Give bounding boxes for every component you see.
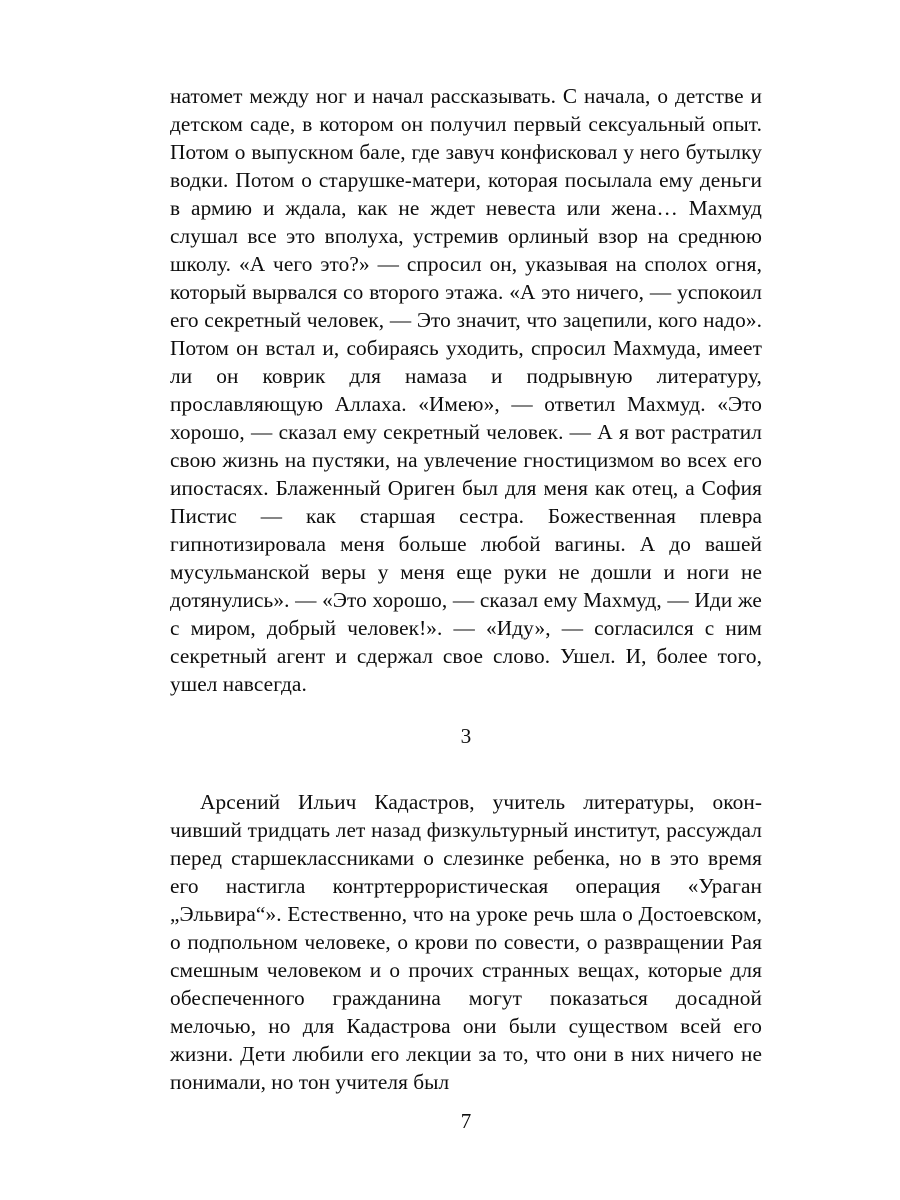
body-paragraph-section-3: Арсений Ильич Кадастров, учитель литературы, окончивший тридцать лет назад физкультурный институт, рассуждал перед старшеклассниками о слезинке ребенка, но в это время его настигла контртеррористическая операция «Ураган „Эльвира“». Естественно, что на уроке речь шла о Достоевском, о подпольном человеке, о крови по совести, о развращении Рая смешным человеком и о прочих странных вещах, которые для обеспеченного гражданина могут показаться досадной мелочью, но для Кадастрова они были существом всей его жизни. Дети любили его лекции за то, что они в них ничего не понимали, но тон учителя был bbox=[170, 790, 762, 1094]
body-paragraph-continued: натомет между ног и начал рассказывать. С начала, о детстве и детском саде, в котором он получил первый сексуальный опыт. Потом о выпускном бале, где завуч конфисковал у него бутылку водки. Потом о старушке-матери, которая посылала ему деньги в армию и ждала, как не ждет невеста или жена… Махмуд слушал все это вполуха, устремив орлиный взор на среднюю школу. «А чего это?» — спросил он, указывая на сполох огня, который вырвался со второго этажа. «А это ничего, — успокоил его секретный человек, — Это значит, что зацепили, кого надо». Потом он встал и, собираясь уходить, спросил Махмуда, имеет ли он коврик для намаза и подрывную литературу, прославляющую Аллаха. «Имею», — ответил Махмуд. «Это хорошо, — сказал ему секретный человек. — А я вот растратил свою жизнь на пустяки, на увлечение гностицизмом во всех его ипостасях. Блаженный Ориген был для меня как отец, а София Пистис — как старшая сестра. Божественная плевра гипнотизировала меня больше любой вагины. А до вашей мусульманской веры у меня еще руки не дошли и ноги не дотянулись». — «Это хорошо, — сказал ему Махмуд, — Иди же с миром, добрый человек!». — «Иду», — согласился с ним секретный агент и сдержал свое слово. Ушел. И, более того, ушел навсегда. bbox=[170, 84, 762, 696]
text-column-bottom bbox=[170, 788, 762, 1096]
page-number: 7 bbox=[460, 1109, 472, 1133]
section-number: 3 bbox=[460, 724, 472, 748]
text-column-top bbox=[170, 82, 762, 698]
